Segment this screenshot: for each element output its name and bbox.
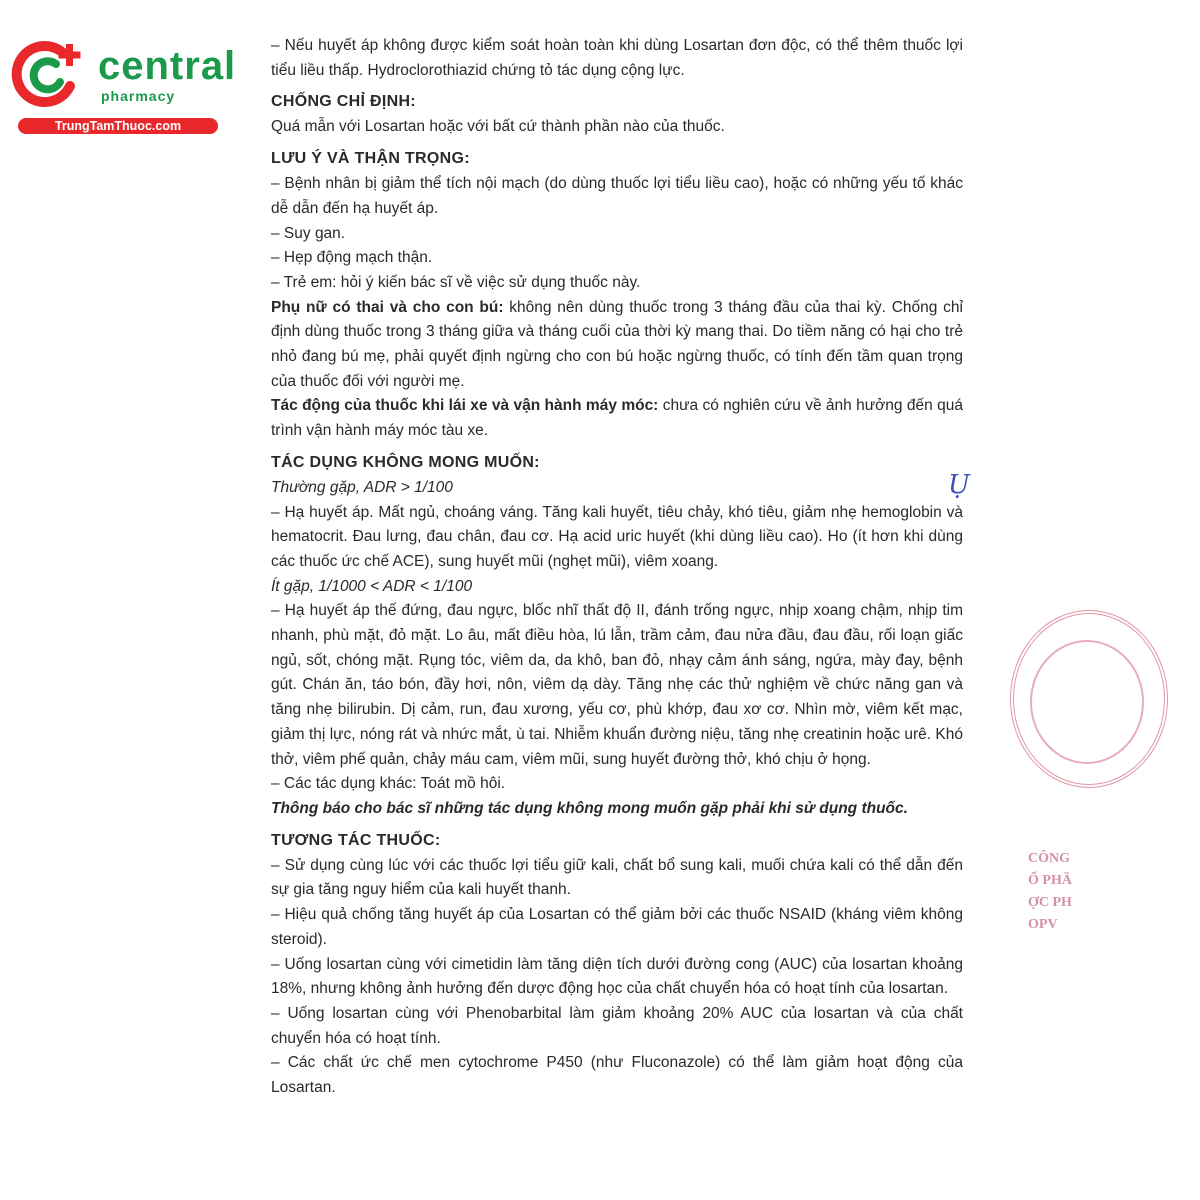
central-pharmacy-logo[interactable] bbox=[10, 36, 237, 136]
pregnancy-paragraph bbox=[271, 296, 963, 395]
caution-item: – Suy gan. bbox=[271, 224, 346, 242]
pharmacy-logo-icon bbox=[10, 38, 92, 110]
driving-lead: Tác động của thuốc khi lái xe và vận hành máy móc: bbox=[271, 397, 659, 415]
driving-paragraph bbox=[271, 394, 963, 443]
interaction-item: – Sử dụng cùng lúc với các thuốc lợi tiểu giữ kali, chất bổ sung kali, muối chứa kali có thể dẫn đến sự gia tăng nguy hiểm của kali huyết thanh. bbox=[271, 856, 963, 899]
logo-subtitle: pharmacy bbox=[101, 88, 176, 104]
seal-line: Ổ PHẦ bbox=[1028, 873, 1072, 888]
handwritten-initial: Ụ bbox=[948, 470, 970, 500]
adverse-effects-heading: TÁC DỤNG KHÔNG MONG MUỐN: bbox=[271, 453, 540, 471]
interactions-heading: TƯƠNG TÁC THUỐC: bbox=[271, 831, 441, 849]
other-effects-text: – Các tác dụng khác: Toát mồ hôi. bbox=[271, 775, 506, 793]
contraindications-heading: CHỐNG CHỈ ĐỊNH: bbox=[271, 93, 416, 111]
logo-wordmark: central bbox=[98, 44, 237, 88]
doctor-notice: Thông báo cho bác sĩ những tác dụng không mong muốn gặp phải khi sử dụng thuốc. bbox=[271, 799, 908, 817]
pregnancy-text: không nên dùng thuốc trong 3 tháng đầu của thai kỳ. Chống chỉ định dùng thuốc trong 3 tháng giữa và tháng cuối của thời kỳ mang thai. Do tiềm năng có hại cho trẻ nhỏ đang bú mẹ, phải quyết định ngừng cho con bú hoặc ngừng thuốc, có tính đến tầm quan trọng của thuốc đối với người mẹ. bbox=[271, 298, 963, 390]
seal-line: OPV bbox=[1028, 917, 1058, 932]
logo-site-link[interactable]: TrungTamThuoc.com bbox=[18, 118, 218, 134]
driving-text: chưa có nghiên cứu về ảnh hưởng đến quá trình vận hành máy móc tàu xe. bbox=[271, 397, 963, 440]
caution-item: – Trẻ em: hỏi ý kiến bác sĩ về việc sử dụng thuốc này. bbox=[271, 273, 641, 291]
interaction-item: – Uống losartan cùng với Phenobarbital làm giảm khoảng 20% AUC của losartan và của chất chuyển hóa có hoạt tính. bbox=[271, 1004, 963, 1047]
interaction-item: – Hiệu quả chống tăng huyết áp của Losartan có thể giảm bởi các thuốc NSAID (kháng viêm không steroid). bbox=[271, 906, 963, 948]
caution-item: – Bệnh nhân bị giảm thể tích nội mạch (do dùng thuốc lợi tiểu liều cao), hoặc có những yếu tố khác dễ dẫn đến hạ huyết áp. bbox=[271, 175, 963, 217]
seal-line: ỢC PH bbox=[1028, 895, 1072, 910]
caution-item: – Hẹp động mạch thận. bbox=[271, 249, 433, 267]
intro-paragraph: – Nếu huyết áp không được kiểm soát hoàn toàn khi dùng Losartan đơn độc, có thể thêm thuốc lợi tiểu liều thấp. Hydroclorothiazid chứng tỏ tác dụng cộng lực. bbox=[271, 37, 963, 79]
round-stamp-inner bbox=[1030, 640, 1144, 764]
common-effects-text: – Hạ huyết áp. Mất ngủ, choáng váng. Tăng kali huyết, tiêu chảy, khó tiêu, giảm nhẹ hemoglobin và hematocrit. Đau lưng, đau chân, đau cơ. Hạ acid uric huyết (khi dùng liều cao). Ho (ít hơn khi dùng các thuốc ức chế ACE), sung huyết mũi (nghẹt mũi), viêm xoang. bbox=[271, 503, 963, 570]
company-seal bbox=[1028, 848, 1088, 998]
interaction-item: – Các chất ức chế men cytochrome P450 (như Fluconazole) có thể làm giảm hoạt động của Losartan. bbox=[271, 1054, 963, 1097]
common-frequency-label: Thường gặp, ADR > 1/100 bbox=[271, 478, 453, 496]
uncommon-frequency-label: Ít gặp, 1/1000 < ADR < 1/100 bbox=[271, 577, 473, 595]
uncommon-effects-text: – Hạ huyết áp thế đứng, đau ngực, blốc nhĩ thất độ II, đánh trống ngực, nhịp xoang chậm, nhịp tim nhanh, phù mặt, đỏ mặt. Lo âu, mất điều hòa, lú lẫn, trầm cảm, đau nửa đầu, đau đầu, rối loạn giấc ngủ, sốt, chóng mặt. Rụng tóc, viêm da, da khô, ban đỏ, nhạy cảm ánh sáng, ngứa, mày đay, bệnh gút. Chán ăn, táo bón, đầy hơi, nôn, viêm dạ dày. Tăng nhẹ các thử nghiệm về chức năng gan và tăng nhẹ bilirubin. Dị cảm, run, đau xương, yếu cơ, phù khớp, đau xơ cơ. Nhìn mờ, viêm kết mạc, giảm thị lực, nóng rát và nhức mắt, ù tai. Nhiễm khuẩn đường niệu, tăng nhẹ creatinin hoặc urê. Khó thở, viêm phế quản, chảy máu cam, viêm mũi, sung huyết đường thở, khó chịu ở họng. bbox=[271, 602, 963, 768]
caution-heading: LƯU Ý VÀ THẬN TRỌNG: bbox=[271, 150, 470, 168]
leaflet-page bbox=[271, 34, 963, 1101]
seal-line: CÔNG bbox=[1028, 851, 1070, 866]
contraindications-text: Quá mẫn với Losartan hoặc với bất cứ thành phần nào của thuốc. bbox=[271, 118, 725, 136]
interaction-item: – Uống losartan cùng với cimetidin làm tăng diện tích dưới đường cong (AUC) của losartan khoảng 18%, nhưng không ảnh hưởng đến dược động học của chất chuyển hóa có hoạt tính của losartan. bbox=[271, 955, 963, 998]
pregnancy-lead: Phụ nữ có thai và cho con bú: bbox=[271, 298, 504, 316]
